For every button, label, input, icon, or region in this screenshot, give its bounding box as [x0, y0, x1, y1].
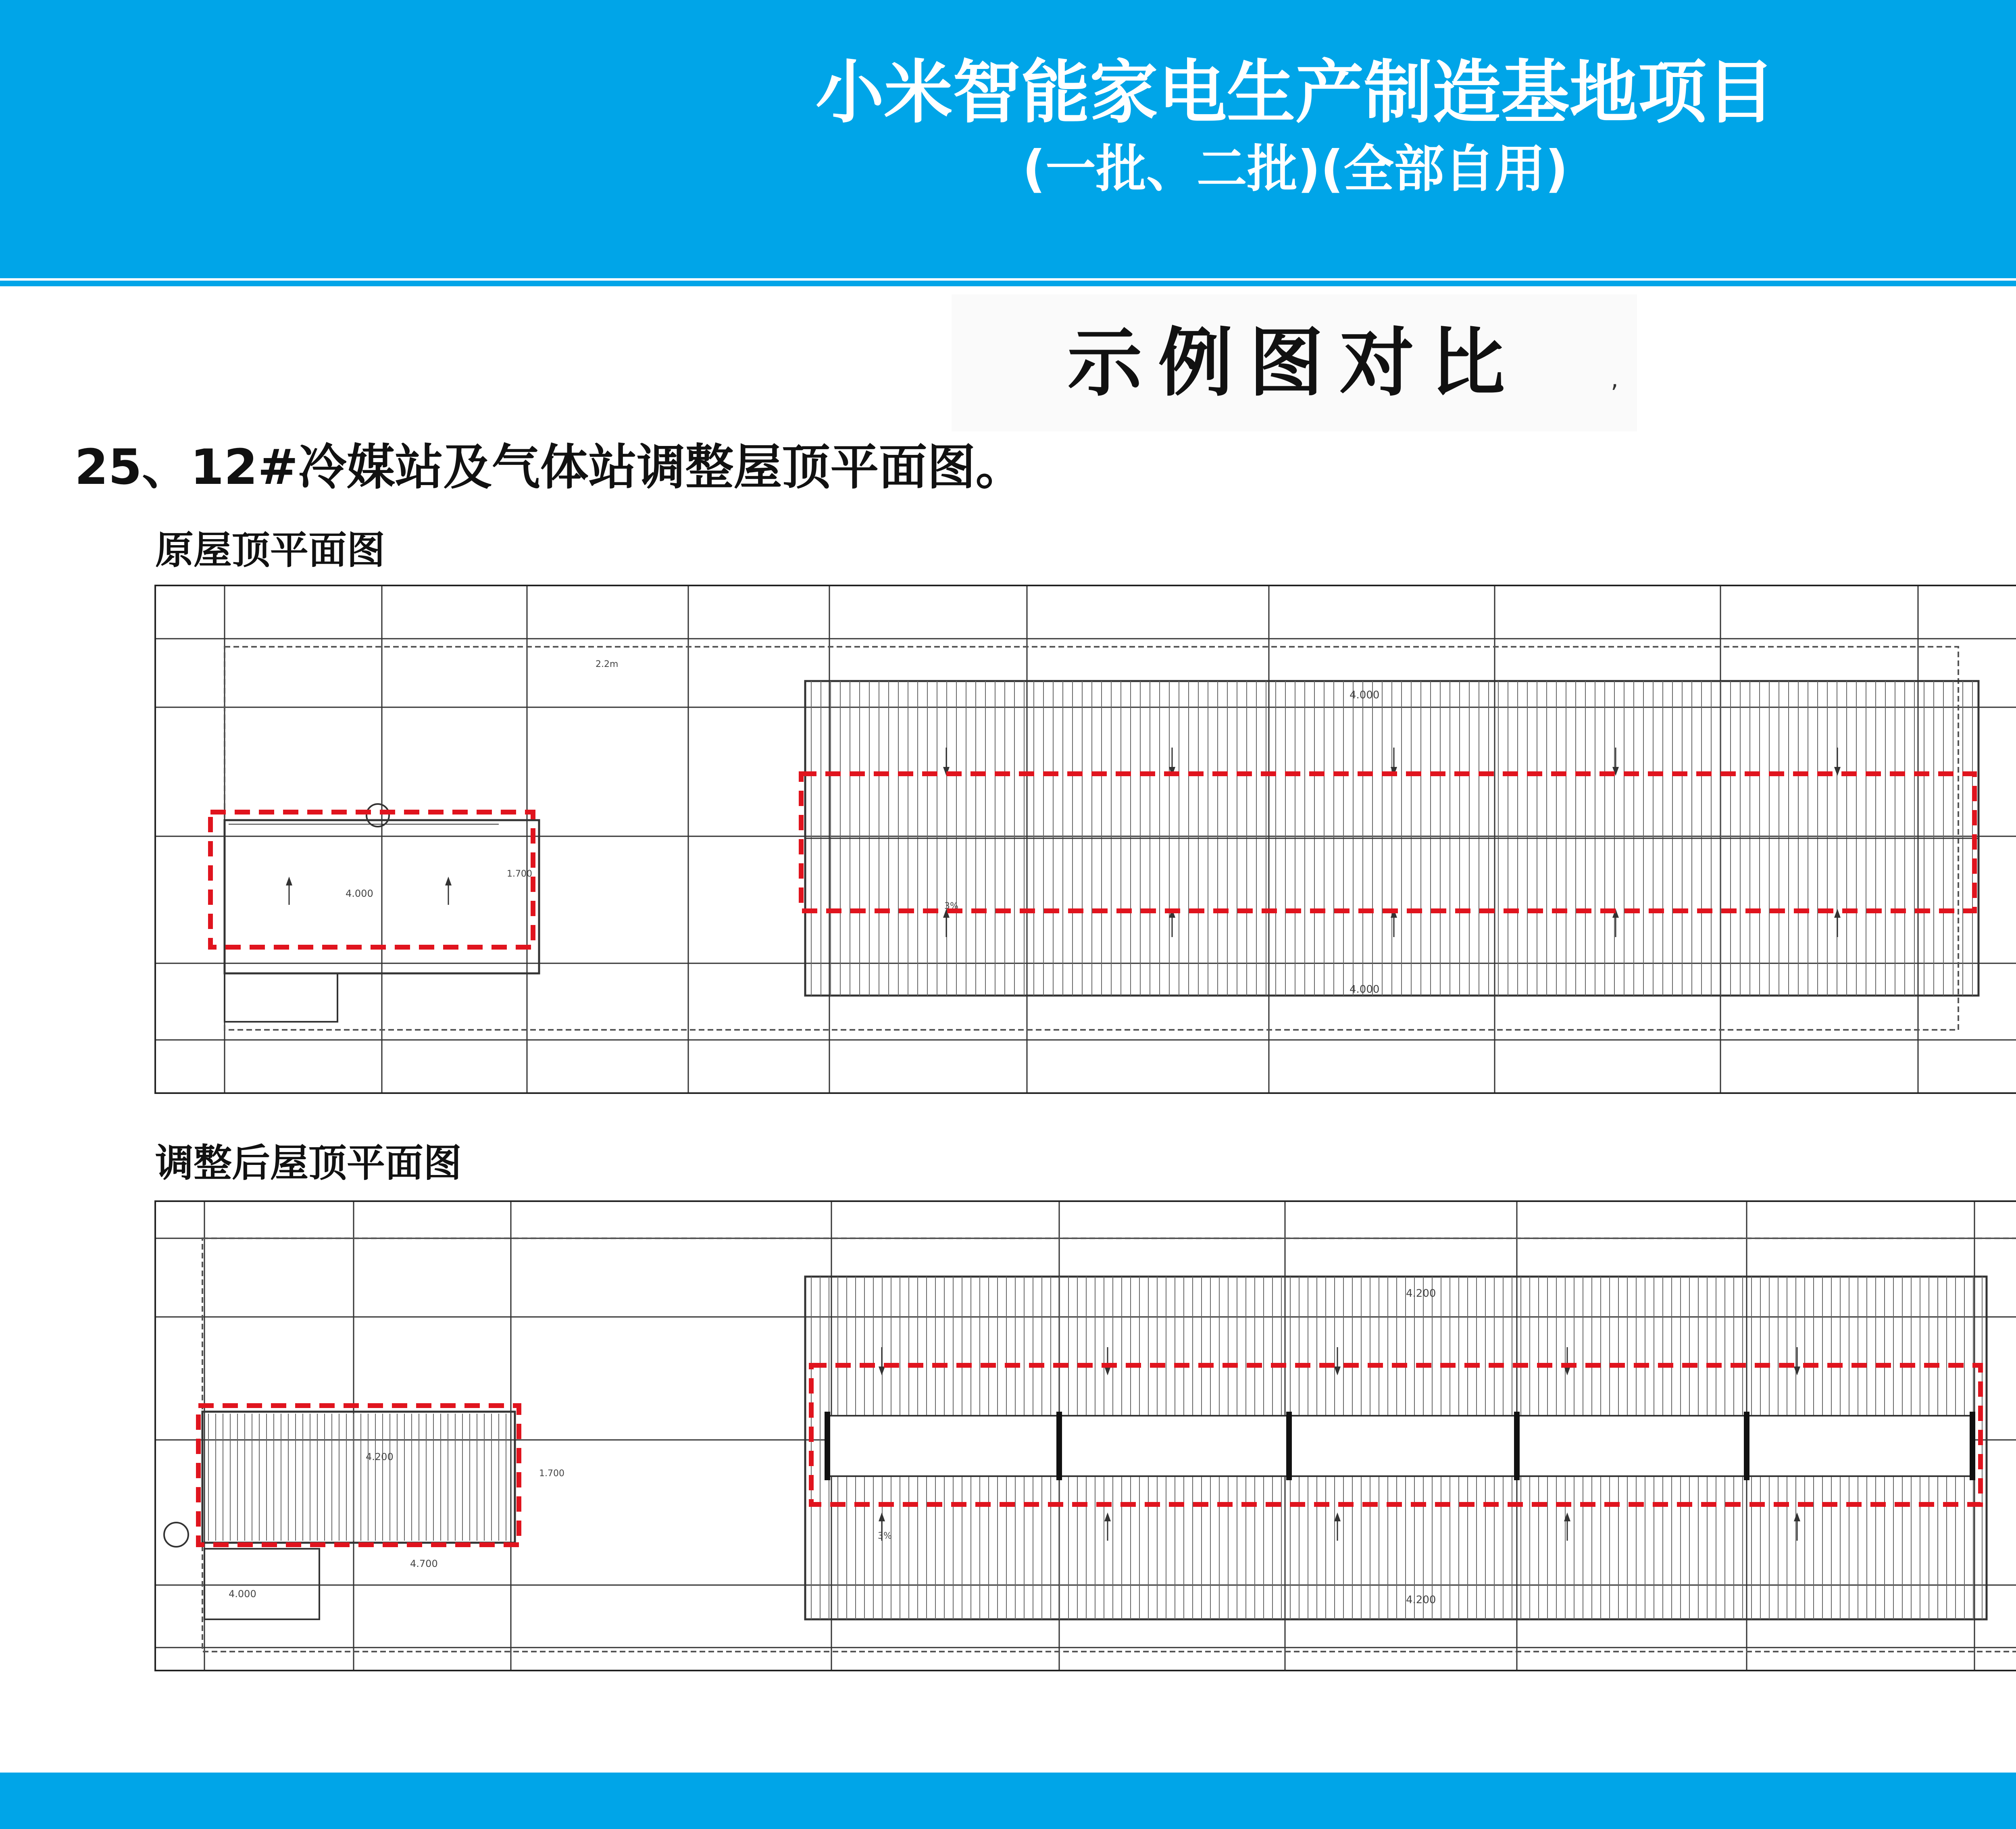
side-dimension-label: 1.700: [507, 869, 532, 879]
project-subtitle: (一批、二批)(全部自用): [1022, 140, 1568, 198]
slope-arrow-top-0: [879, 1367, 885, 1375]
equipment-room-annex: [204, 1549, 319, 1619]
adjusted-roof-plan-drawing: [156, 1202, 2016, 1670]
dimension-label: 4.700: [410, 1558, 438, 1569]
slope-arrow-bottom-2: [1334, 1512, 1341, 1521]
original-roof-plan: [154, 585, 2016, 1094]
highlight-box-equipment-room: [210, 812, 533, 947]
elevation-label-left: 4.200: [366, 1451, 394, 1462]
elevation-label-top: 4.200: [1406, 1287, 1436, 1300]
elevation-label-bottom: 4.000: [1350, 983, 1380, 996]
highlight-box-equipment-room: [198, 1406, 519, 1545]
equipment-room-annex: [225, 973, 337, 1022]
roof-drain-symbol: [367, 804, 389, 827]
elevation-label-left: 4.000: [346, 888, 373, 899]
adjusted-roof-plan: [154, 1200, 2016, 1671]
slope-arrow-top-1: [1104, 1367, 1111, 1375]
adjusted-plan-caption: 调整后屋顶平面图: [155, 1141, 462, 1185]
slope-label: 3%: [944, 901, 958, 911]
slope-arrow-bottom-1: [1104, 1512, 1111, 1521]
elevation-label-annex: 4.000: [229, 1588, 256, 1600]
section-title: 示例图对比: [952, 294, 1637, 431]
slope-arrow-bottom-4: [1794, 1512, 1800, 1521]
footer-bar: [0, 1773, 2016, 1829]
slope-arrow-top-4: [1794, 1367, 1800, 1375]
side-dimension-label: 1.700: [539, 1469, 564, 1479]
slope-arrow-bottom-4: [1834, 909, 1841, 918]
elevation-label-top: 4.000: [1350, 689, 1380, 701]
elevation-label-bottom: 4.200: [1406, 1594, 1436, 1606]
stray-mark: ,: [1611, 365, 1619, 393]
equipment-slope-arrow-2: [445, 877, 452, 885]
roof-drain-symbol: [164, 1523, 188, 1547]
original-plan-caption: 原屋顶平面图: [155, 528, 385, 573]
item-heading: 25、12#冷媒站及气体站调整屋顶平面图。: [75, 440, 1024, 496]
skylight-strip: [827, 1416, 1972, 1476]
slope-arrow-top-4: [1834, 767, 1841, 776]
equipment-slope-arrow-1: [286, 877, 292, 885]
project-title: 小米智能家电生产制造基地项目: [815, 53, 1775, 133]
equipment-room-outline: [202, 1412, 515, 1543]
original-roof-plan-drawing: [156, 586, 2016, 1092]
header-divider: [0, 278, 2016, 286]
slope-label: 3%: [878, 1531, 892, 1541]
note-label: 2.2m: [596, 659, 619, 669]
slope-arrow-bottom-0: [879, 1512, 885, 1521]
slope-arrow-top-2: [1334, 1367, 1341, 1375]
